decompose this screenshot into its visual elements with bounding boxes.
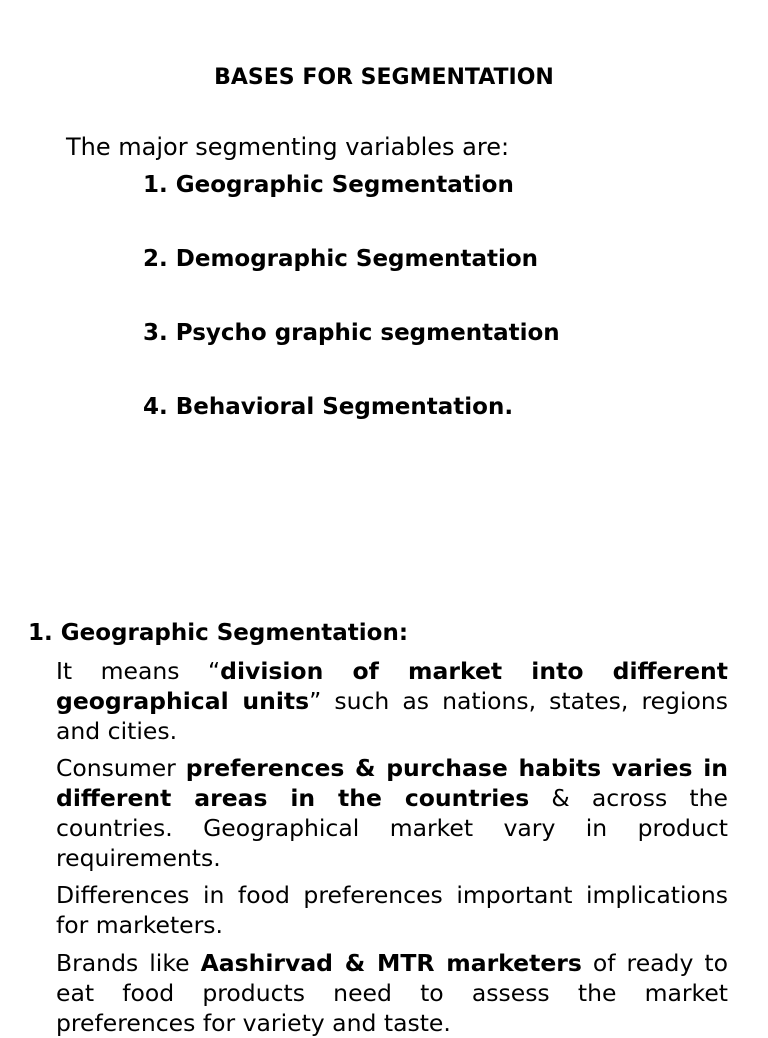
intro-text: The major segmenting variables are: [66, 133, 510, 161]
paragraph-text: of ready to eat food products need to assess the market preferences for variety and taste. [56, 949, 729, 1037]
list-item-demographic: 2. Demographic Segmentation [143, 246, 539, 272]
list-item-geographic: 1. Geographic Segmentation [143, 172, 514, 198]
bold-text: preferences & purchase habits varies in different areas in the countries [56, 754, 728, 812]
paragraph-brands [56, 948, 728, 1038]
paragraph-food-differences: Differences in food preferences important implications for marketers. [56, 881, 728, 939]
paragraph-text: ” such as nations, states, regions and cities. [56, 687, 729, 745]
page-title: BASES FOR SEGMENTATION [214, 65, 554, 90]
section-heading: 1. Geographic Segmentation: [28, 620, 409, 646]
list-item-psychographic: 3. Psycho graphic segmentation [143, 320, 560, 346]
paragraph-text: Consumer [56, 754, 186, 782]
bold-text: Aashirvad & MTR marketers [200, 949, 582, 977]
paragraph-definition [56, 656, 728, 746]
paragraph-text: Brands like [56, 949, 201, 977]
list-item-behavioral: 4. Behavioral Segmentation. [143, 394, 514, 420]
bold-text: division of market into different geographical units [56, 657, 728, 715]
paragraph-consumer-preferences [56, 753, 728, 873]
paragraph-text: It means “ [56, 657, 221, 685]
paragraph-text: & across the countries. Geographical market vary in product requirements. [56, 784, 728, 872]
